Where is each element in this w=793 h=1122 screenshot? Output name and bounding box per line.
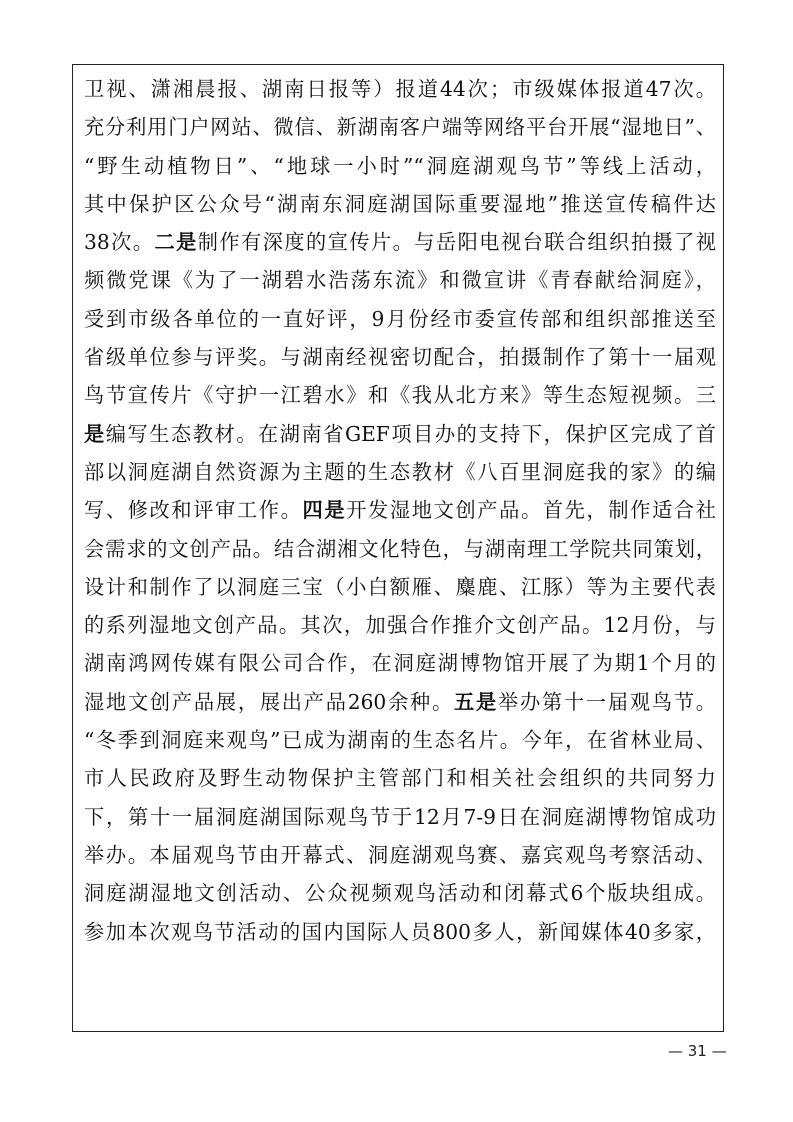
text-segment: 参加本次观鸟节活动的国内国际人员800多人，新闻媒体40多家， bbox=[84, 919, 716, 944]
text-segment: 举办。本届观鸟节由开幕式、洞庭湖观鸟赛、嘉宾观鸟考察活动、 bbox=[84, 842, 716, 867]
text-line bbox=[84, 798, 716, 836]
page-number: — 31 — bbox=[668, 1042, 727, 1060]
text-line bbox=[84, 568, 716, 606]
text-segment: 市人民政府及野生动物保护主管部门和相关社会组织的共同努力 bbox=[84, 766, 716, 791]
text-line bbox=[84, 683, 716, 721]
text-line bbox=[84, 491, 716, 529]
text-segment: 编写生态教材。在湖南省GEF项目办的支持下，保护区完成了首 bbox=[105, 421, 716, 446]
text-line bbox=[84, 530, 716, 568]
text-segment: 洞庭湖湿地文创活动、公众视频观鸟活动和闭幕式6个版块组成。 bbox=[84, 881, 716, 906]
text-segment: 湖南鸿网传媒有限公司合作，在洞庭湖博物馆开展了为期1个月的 bbox=[84, 651, 716, 676]
text-segment: 制作有深度的宣传片。与岳阳电视台联合组织拍摄了视 bbox=[197, 230, 716, 255]
text-segment: 受到市级各单位的一直好评，9月份经市委宣传部和组织部推送至 bbox=[84, 306, 716, 331]
text-segment: 举办第十一届观鸟节。 bbox=[497, 689, 716, 714]
text-line bbox=[84, 759, 716, 797]
text-line bbox=[84, 70, 716, 108]
text-segment: 频微党课《为了一湖碧水浩荡东流》和微宣讲《青春献给洞庭》， bbox=[84, 268, 716, 293]
text-line bbox=[84, 913, 716, 951]
text-segment: 写、修改和评审工作。 bbox=[84, 498, 303, 523]
text-segment: 开发湿地文创产品。首先，制作适合社 bbox=[346, 498, 716, 523]
text-segment: “冬季到洞庭来观鸟”已成为湖南的生态名片。今年，在省林业局、 bbox=[84, 728, 716, 753]
text-segment: 38次。 bbox=[84, 230, 155, 255]
text-line bbox=[84, 836, 716, 874]
bold-text-segment: 二是 bbox=[154, 230, 198, 255]
text-line bbox=[84, 147, 716, 185]
text-segment: 下，第十一届洞庭湖国际观鸟节于12月7-9日在洞庭湖博物馆成功 bbox=[84, 804, 716, 829]
text-line bbox=[84, 606, 716, 644]
text-line bbox=[84, 300, 716, 338]
bold-text-segment: 是 bbox=[84, 421, 106, 446]
text-segment: 其中保护区公众号“湖南东洞庭湖国际重要湿地”推送宣传稿件达 bbox=[84, 191, 716, 216]
text-segment: 鸟节宣传片《守护一江碧水》和《我从北方来》等生态短视频。三 bbox=[84, 383, 716, 408]
text-line bbox=[84, 338, 716, 376]
bold-text-segment: 五是 bbox=[454, 689, 498, 714]
text-line bbox=[84, 721, 716, 759]
text-segment: 省级单位参与评奖。与湖南经视密切配合，拍摄制作了第十一届观 bbox=[84, 345, 716, 370]
bold-text-segment: 四是 bbox=[302, 498, 347, 523]
text-line bbox=[84, 874, 716, 912]
text-segment: “野生动植物日”、“地球一小时”“洞庭湖观鸟节”等线上活动， bbox=[84, 153, 716, 178]
text-line bbox=[84, 261, 716, 299]
text-line bbox=[84, 108, 716, 146]
text-segment: 湿地文创产品展，展出产品260余种。 bbox=[84, 689, 455, 714]
document-body bbox=[84, 70, 716, 951]
text-segment: 的系列湿地文创产品。其次，加强合作推介文创产品。12月份，与 bbox=[84, 613, 716, 638]
text-segment: 设计和制作了以洞庭三宝（小白额雁、麋鹿、江豚）等为主要代表 bbox=[84, 574, 716, 599]
text-segment: 部以洞庭湖自然资源为主题的生态教材《八百里洞庭我的家》的编 bbox=[84, 459, 716, 484]
text-segment: 卫视、潇湘晨报、湖南日报等）报道44次；市级媒体报道47次。 bbox=[84, 77, 716, 101]
text-line bbox=[84, 223, 716, 261]
text-line bbox=[84, 644, 716, 682]
text-line bbox=[84, 415, 716, 453]
text-line bbox=[84, 185, 716, 223]
text-line bbox=[84, 376, 716, 414]
text-segment: 会需求的文创产品。结合湖湘文化特色，与湖南理工学院共同策划， bbox=[84, 536, 716, 561]
text-line bbox=[84, 453, 716, 491]
text-segment: 充分利用门户网站、微信、新湖南客户端等网络平台开展“湿地日”、 bbox=[84, 115, 716, 140]
